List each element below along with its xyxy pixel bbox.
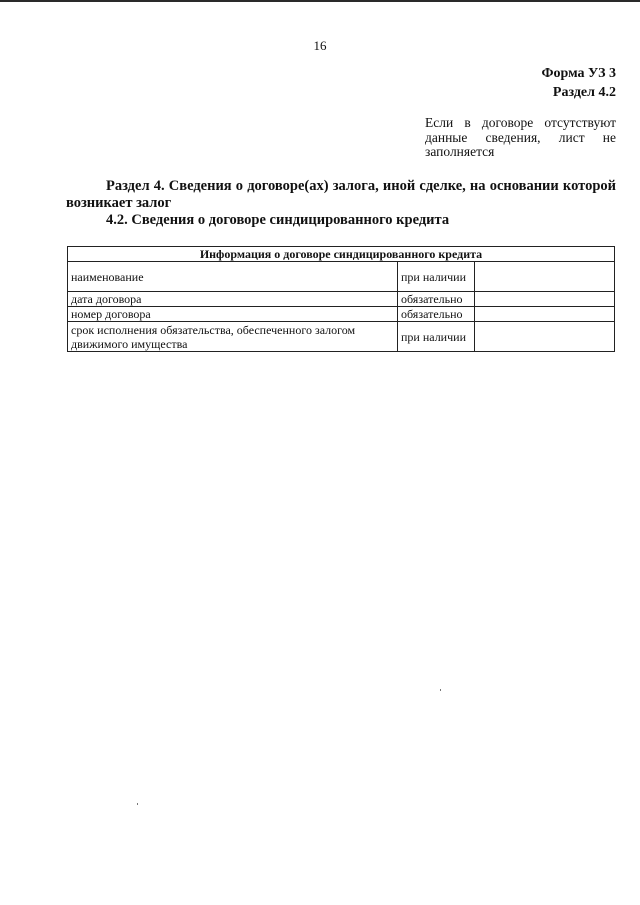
row-value-cell[interactable] [475, 292, 615, 307]
row-value-cell[interactable] [475, 262, 615, 292]
table-header: Информация о договоре синдицированного кредита [68, 247, 615, 262]
row-name: дата договора [68, 292, 398, 307]
table-row [68, 322, 615, 352]
table-header-row [68, 247, 615, 262]
section-heading: Раздел 4. Сведения о договоре(ах) залога, иной сделке, на основании которой возникает залог [66, 178, 616, 211]
row-requirement: обязательно [398, 307, 475, 322]
row-value-cell[interactable] [475, 322, 615, 352]
table-row [68, 292, 615, 307]
row-name: срок исполнения обязательства, обеспеченного залогом движимого имущества [68, 322, 398, 352]
table-row [68, 262, 615, 292]
row-requirement: при наличии [398, 262, 475, 292]
page-top-edge [0, 0, 640, 2]
row-name: наименование [68, 262, 398, 292]
row-requirement: обязательно [398, 292, 475, 307]
syndicated-loan-info-table [67, 246, 615, 352]
scan-speck [137, 803, 138, 805]
table-row [68, 307, 615, 322]
row-name: номер договора [68, 307, 398, 322]
subsection-heading: 4.2. Сведения о договоре синдицированного кредита [106, 212, 450, 228]
scan-speck [440, 689, 441, 691]
row-value-cell[interactable] [475, 307, 615, 322]
section-label: Раздел 4.2 [552, 85, 616, 100]
form-title: Форма УЗ 3 [541, 66, 616, 81]
fill-note: Если в договоре отсутствуют данные сведения, лист не заполняется [425, 115, 616, 159]
row-requirement: при наличии [398, 322, 475, 352]
page-number: 16 [313, 38, 327, 53]
